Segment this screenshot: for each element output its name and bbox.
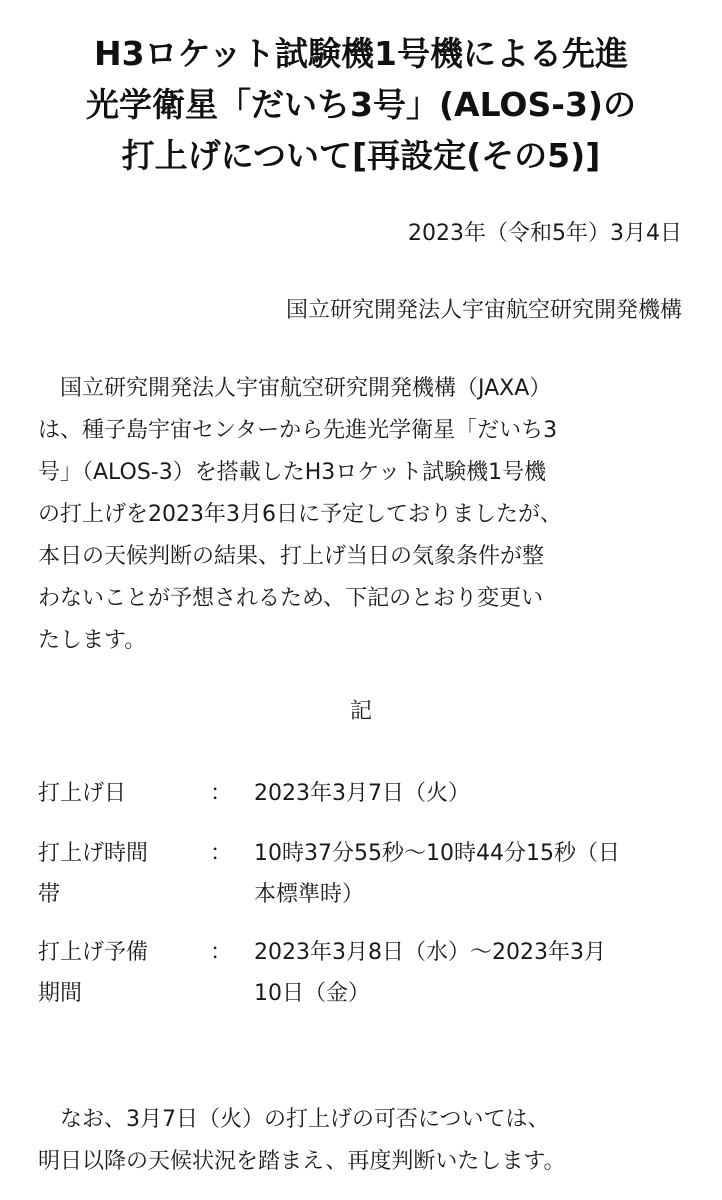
schedule-value-line: 2023年3月7日（火） bbox=[254, 781, 470, 806]
paragraph-line: なお、3月7日（火）の打上げの可否については、 bbox=[38, 1107, 550, 1132]
paragraph-line: は、種子島宇宙センターから先進光学衛星「だいち3 bbox=[38, 418, 558, 443]
schedule-label-line: 打上げ日 bbox=[38, 781, 127, 806]
schedule-label bbox=[38, 773, 188, 814]
schedule-value bbox=[254, 773, 684, 814]
closing-paragraph bbox=[38, 1099, 688, 1183]
schedule-colon: ： bbox=[210, 940, 233, 965]
schedule-value-line: 10時37分55秒～10時44分15秒（日 bbox=[254, 841, 620, 866]
title-line: 打上げについて[再設定(その5)] bbox=[121, 136, 601, 175]
paragraph-line: たします。 bbox=[38, 628, 147, 653]
title-line: H3ロケット試験機1号機による先進 bbox=[94, 34, 628, 73]
page-title bbox=[30, 28, 692, 181]
title-line: 光学衛星「だいち3号」(ALOS-3)の bbox=[86, 85, 636, 124]
organization-name: 国立研究開発法人宇宙航空研究開発機構 bbox=[285, 298, 682, 323]
schedule-value bbox=[254, 932, 684, 1014]
release-date: 2023年（令和5年）3月4日 bbox=[408, 221, 682, 246]
schedule-value-line: 2023年3月8日（水）～2023年3月 bbox=[254, 940, 606, 965]
schedule-label-line: 打上げ予備 bbox=[38, 940, 149, 965]
schedule-label bbox=[38, 932, 188, 1014]
announcement-paragraph bbox=[38, 368, 688, 662]
schedule-colon: ： bbox=[210, 841, 233, 866]
schedule-label-line: 帯 bbox=[38, 882, 61, 907]
paragraph-line: 本日の天候判断の結果、打上げ当日の気象条件が整 bbox=[38, 544, 545, 569]
ki-heading: 記 bbox=[349, 699, 372, 724]
schedule-colon: ： bbox=[210, 781, 233, 806]
paragraph-line: 国立研究開発法人宇宙航空研究開発機構（JAXA） bbox=[38, 376, 552, 401]
schedule-label bbox=[38, 833, 188, 915]
schedule-value bbox=[254, 833, 684, 915]
schedule-value-line: 本標準時） bbox=[254, 882, 365, 907]
schedule-label-line: 期間 bbox=[38, 981, 83, 1006]
paragraph-line: 明日以降の天候状況を踏まえ、再度判断いたします。 bbox=[38, 1149, 566, 1174]
paragraph-line: 号」（ALOS-3）を搭載したH3ロケット試験機1号機 bbox=[38, 460, 547, 485]
schedule-label-line: 打上げ時間 bbox=[38, 841, 149, 866]
paragraph-line: わないことが予想されるため、下記のとおり変更い bbox=[38, 586, 544, 611]
schedule-value-line: 10日（金） bbox=[254, 981, 370, 1006]
paragraph-line: の打上げを2023年3月6日に予定しておりましたが、 bbox=[38, 502, 562, 527]
